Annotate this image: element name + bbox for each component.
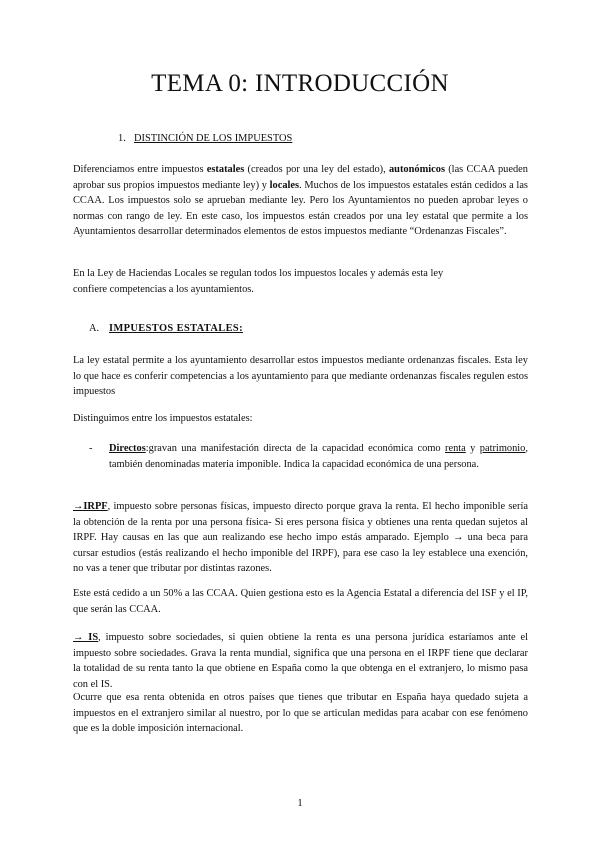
bold-term-locales: locales — [269, 179, 300, 191]
text-run: , impuesto sobre personas físicas, impuesto directo porque grava la renta. El hecho imponible sería la obtención de la renta por una persona física- Si eres persona física y obtienes una renta quedan sujetos al IRPF. Hay causas en las que aun realizando ese hecho impo estás amparado. Ejemplo → una beca para cursar estudios (estás realizando el hecho imponible del IRPF), para ese caso la ley establece una exención, no vas a tener que tributar por distintas razones. — [73, 501, 528, 575]
section-letter: A. — [89, 323, 100, 334]
underlined-renta: renta — [445, 443, 466, 454]
paragraph-tax-types — [73, 162, 528, 240]
text-run: (creados por una ley del estado), — [244, 164, 389, 175]
paragraph-haciendas-locales: En la Ley de Haciendas Locales se regulan todos los impuestos locales y además esta ley confiere competencias a los ayuntamientos. — [73, 268, 444, 295]
text-run: Diferenciamos entre impuestos — [73, 164, 207, 175]
paragraph-distinguimos: Distinguimos entre los impuestos estatales: — [73, 413, 253, 424]
paragraph-is — [73, 630, 528, 692]
section-title: IMPUESTOS ESTATALES: — [109, 323, 243, 334]
text-run: , también denominadas materia imponible. Indica la capacidad económica de una persona. — [109, 443, 528, 470]
text-run: (las CCAA pueden aprobar sus propios impuestos mediante ley) y — [73, 164, 528, 191]
page-title: TEMA 0: INTRODUCCIÓN — [151, 70, 449, 97]
underlined-patrimonio: patrimonio — [479, 443, 526, 454]
page-number: 1 — [297, 797, 303, 809]
text-run: . Muchos de los impuestos estatales están cedidos a las CCAA. Los impuestos solo se aprueban mediante ley. Pero los Ayuntamientos no pueden aprobar leyes o normas con rango de ley. En este caso, los impuestos están creados por una ley estatal que permite a los Ayuntamientos desarrollar determinados elementos de estos impuestos mediante “Ordenanzas Fiscales”. — [73, 179, 528, 238]
term-irpf: →IRPF — [73, 501, 108, 512]
text-run: :gravan una manifestación directa de la capacidad económica como — [145, 443, 445, 454]
bold-term-estatales: estatales — [206, 164, 245, 175]
text-run: , impuesto sobre sociedades, si quien obtiene la renta es una persona jurídica estaríamos ante el impuesto sobre sociedades. Grava la renta mundial, significa que una persona en el IRPF tiene que declarar la totalidad de su renta tanto la que obtiene en España como la que obtenga en el extranjero, lo mismo pasa con el IS. — [73, 632, 528, 690]
term-is: → IS — [73, 632, 99, 643]
paragraph-irpf — [73, 499, 528, 577]
text-run: y — [465, 443, 480, 454]
paragraph-ley-estatal: La ley estatal permite a los ayuntamiento desarrollar estos impuestos mediante ordenanzas fiscales. Esta ley lo que hace es conferir competencias a los ayuntamiento para que mediante ordenanzas fiscales regulen estos impuestos — [73, 355, 528, 398]
bold-term-autonomicos: autonómicos — [388, 164, 445, 175]
term-directos: Directos — [109, 443, 146, 454]
paragraph-cesion: Este está cedido a un 50% a las CCAA. Quien gestiona esto es la Agencia Estatal a diferencia del ISF y el IP, que serán las CCAA. — [73, 588, 528, 615]
bullet-dash: - — [89, 443, 93, 454]
section-number: 1. — [118, 133, 126, 144]
list-item-text — [109, 441, 528, 472]
section-title: DISTINCIÓN DE LOS IMPUESTOS — [134, 133, 293, 144]
paragraph-doble-imposicion: Ocurre que esa renta obtenida en otros países que tienes que tributar en España haya quedado sujeta a impuestos en el extranjero similar al nuestro, por lo que se articulan medidas para acabar con ese fenómeno que es la doble imposición internacional. — [73, 692, 528, 735]
section-heading-a — [89, 323, 243, 334]
